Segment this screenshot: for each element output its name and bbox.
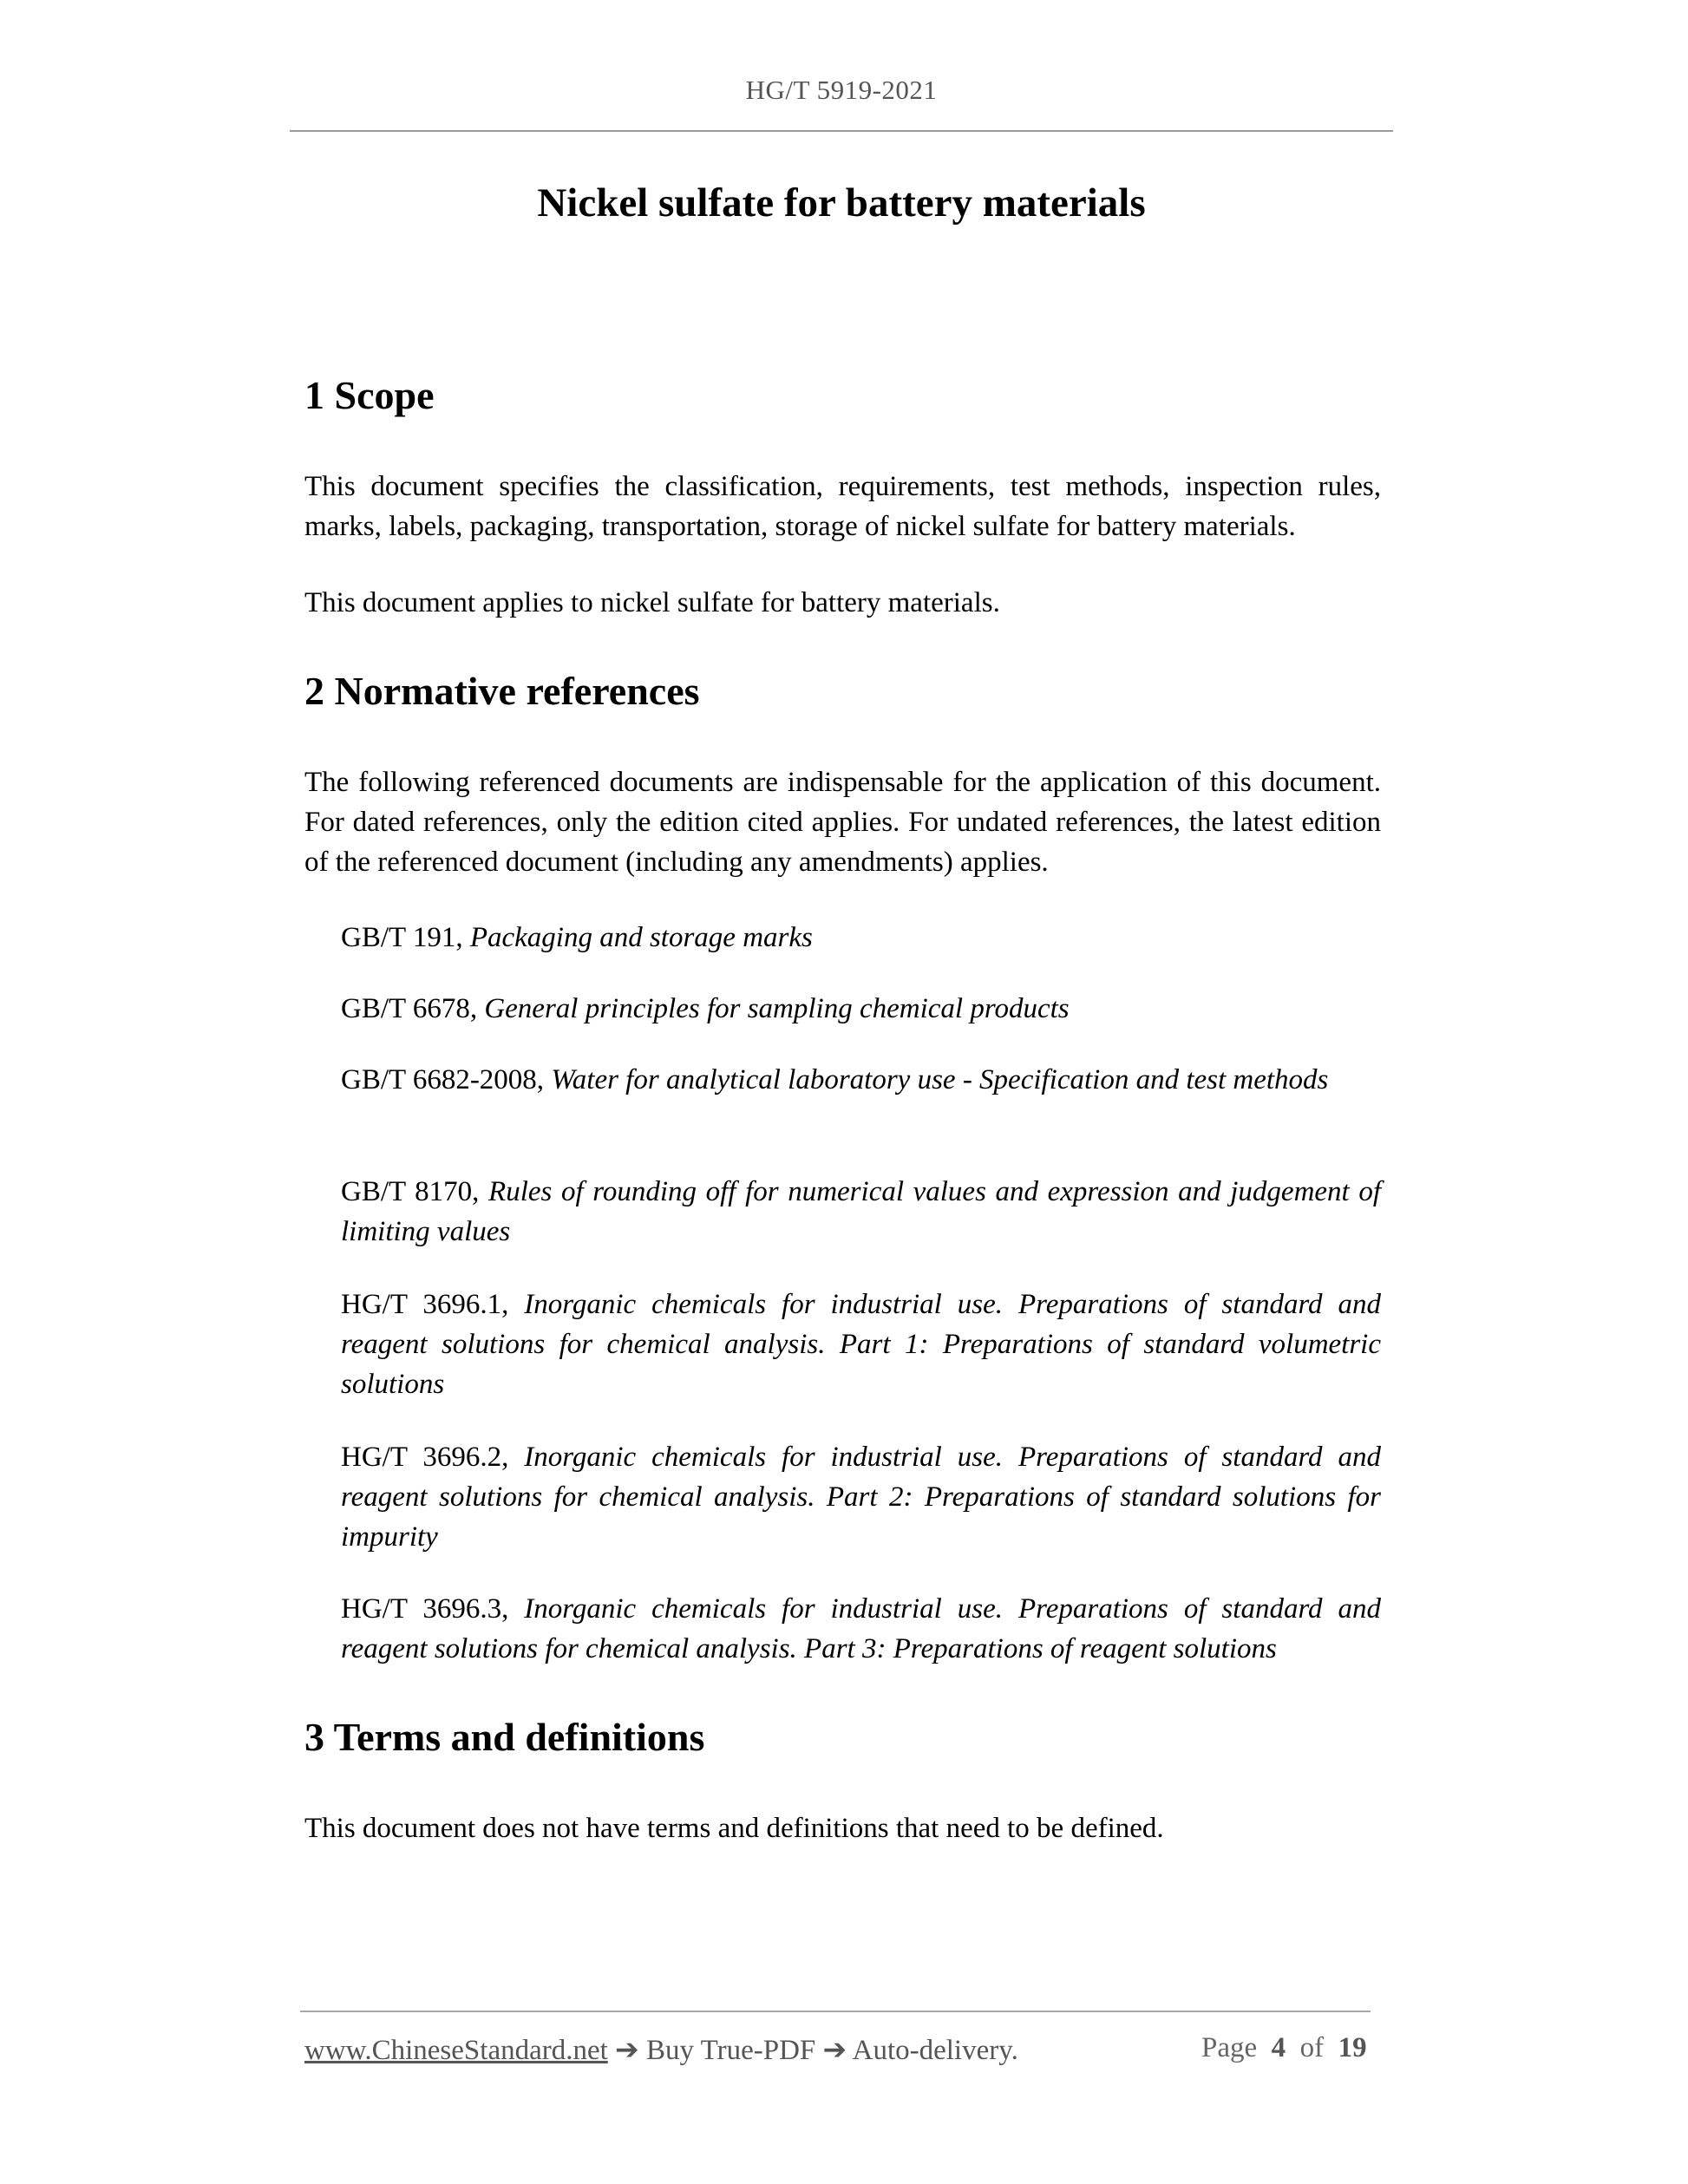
reference-code: HG/T 3696.3, — [341, 1593, 509, 1625]
section-heading-normative-references: 2 Normative references — [304, 669, 700, 713]
reference-code: HG/T 3696.1, — [341, 1289, 509, 1320]
arrow-right-icon: ➔ — [615, 2035, 639, 2066]
reference-title: Inorganic chemicals for industrial use. Preparations of standard and reagent solutions for chemical analysis. Part 3: Preparations of reagent solutions — [341, 1593, 1381, 1664]
reference-code: HG/T 3696.2, — [341, 1442, 509, 1473]
footer-divider — [300, 2011, 1371, 2012]
section-heading-scope: 1 Scope — [304, 373, 435, 417]
reference-item — [341, 1060, 1381, 1100]
normative-references-paragraph: The following referenced documents are indispensable for the application of this document. For dated references, only the edition cited applies. For undated references, the latest edition of the referenced document (including any amendments) applies. — [304, 767, 1381, 878]
reference-code: GB/T 6682-2008, — [341, 1064, 545, 1095]
total-pages: 19 — [1338, 2032, 1367, 2063]
site-link[interactable]: www.ChineseStandard.net — [304, 2035, 608, 2066]
buy-text: Buy True-PDF — [645, 2035, 816, 2066]
running-header: HG/T 5919-2021 — [745, 75, 938, 105]
scope-applicability-paragraph: This document applies to nickel sulfate for battery materials. — [304, 587, 1000, 618]
reference-item — [341, 1285, 1381, 1404]
reference-item — [341, 918, 1381, 958]
arrow-right-icon: ➔ — [822, 2035, 847, 2066]
reference-item — [341, 989, 1381, 1029]
page-indicator — [1201, 2032, 1367, 2064]
reference-item — [341, 1437, 1381, 1557]
reference-title: Water for analytical laboratory use - Specification and test methods — [551, 1064, 1329, 1095]
page-label: Page — [1201, 2032, 1258, 2063]
reference-title: Inorganic chemicals for industrial use. Preparations of standard and reagent solutions for chemical analysis. Part 2: Preparations of standard solutions for impurity — [341, 1442, 1381, 1553]
of-label: of — [1299, 2032, 1325, 2063]
header-divider — [290, 130, 1393, 132]
delivery-text: Auto-delivery. — [852, 2035, 1018, 2066]
reference-title: Rules of rounding off for numerical values and expression and judgement of limiting values — [341, 1176, 1381, 1247]
reference-title: Packaging and storage marks — [469, 922, 813, 953]
page-number: 4 — [1271, 2032, 1286, 2063]
document-title: Nickel sulfate for battery materials — [537, 180, 1146, 226]
reference-code: GB/T 6678, — [341, 993, 478, 1024]
reference-item — [341, 1172, 1381, 1252]
reference-code: GB/T 8170, — [341, 1176, 480, 1207]
scope-paragraph: This document specifies the classification, requirements, test methods, inspection rules, marks, labels, packaging, transportation, storage of nickel sulfate for battery materials. — [304, 471, 1381, 542]
section-heading-terms-and-definitions: 3 Terms and definitions — [304, 1715, 705, 1759]
reference-title: Inorganic chemicals for industrial use. Preparations of standard and reagent solutions for chemical analysis. Part 1: Preparations of standard volumetric solutions — [341, 1289, 1381, 1400]
reference-code: GB/T 191, — [341, 922, 463, 953]
terms-paragraph: This document does not have terms and definitions that need to be defined. — [304, 1813, 1164, 1844]
footer-links — [304, 2032, 1018, 2067]
reference-title: General principles for sampling chemical products — [484, 993, 1070, 1024]
reference-item — [341, 1589, 1381, 1669]
